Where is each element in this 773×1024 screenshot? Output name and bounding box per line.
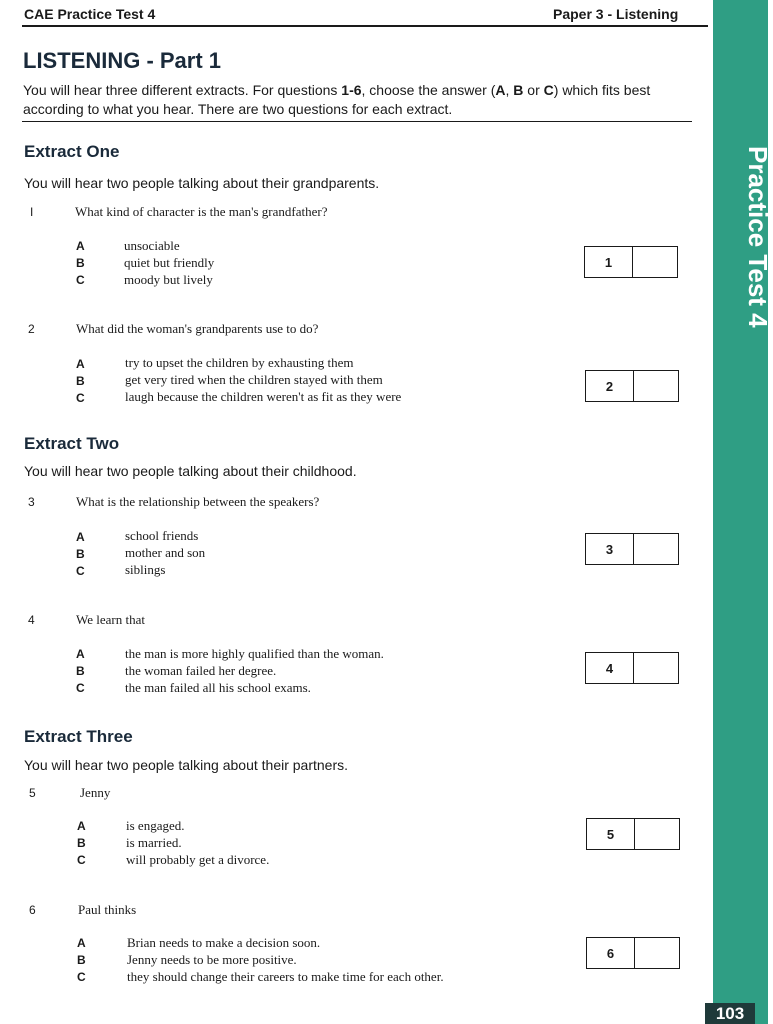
header-test-title: CAE Practice Test 4 <box>24 6 156 22</box>
question-text: We learn that <box>76 612 145 627</box>
answer-box-number: 6 <box>587 938 635 968</box>
question-text: Paul thinks <box>78 902 137 917</box>
option-letter: B <box>76 547 85 561</box>
instructions-text-2: , choose the answer ( <box>361 82 496 98</box>
answer-box-number: 1 <box>585 247 633 277</box>
question-text: Jenny <box>80 785 111 800</box>
question-number: 3 <box>28 495 35 509</box>
option-text: try to upset the children by exhausting them <box>125 355 354 370</box>
instructions-text-3: ) which fits best according to what you hear. There are two questions for each extract. <box>23 82 651 117</box>
question-number: I <box>30 205 34 219</box>
option-letter: B <box>76 256 85 270</box>
answer-box-input[interactable] <box>633 247 677 277</box>
answer-box-input[interactable] <box>634 653 678 683</box>
option-letter: A <box>76 239 85 253</box>
answer-box[interactable] <box>584 246 678 278</box>
answer-box[interactable] <box>585 533 679 565</box>
option-text: they should change their careers to make time for each other. <box>127 969 444 984</box>
option-letter: A <box>77 936 86 950</box>
question-number: 4 <box>28 613 35 627</box>
instructions-divider <box>22 121 692 122</box>
extract-heading: Extract Two <box>24 434 120 453</box>
extract-context: You will hear two people talking about their childhood. <box>24 463 357 479</box>
option-text: mother and son <box>125 545 206 560</box>
option-text: is married. <box>126 835 182 850</box>
option-letter: B <box>76 664 85 678</box>
answer-box-input[interactable] <box>635 938 679 968</box>
answer-box-input[interactable] <box>635 819 679 849</box>
extract-heading: Extract One <box>24 142 120 161</box>
answer-box[interactable] <box>585 370 679 402</box>
option-letter: B <box>76 374 85 388</box>
option-text: Brian needs to make a decision soon. <box>127 935 321 950</box>
answer-box-number: 2 <box>586 371 634 401</box>
instructions-letter-b: B <box>513 82 524 98</box>
option-letter: C <box>76 681 85 695</box>
question-text: What kind of character is the man's grandfather? <box>75 204 328 219</box>
option-text: the woman failed her degree. <box>125 663 277 678</box>
option-text: unsociable <box>124 238 180 253</box>
extract-heading: Extract Three <box>24 727 133 746</box>
option-text: school friends <box>125 528 199 543</box>
answer-box-number: 5 <box>587 819 635 849</box>
option-text: the man is more highly qualified than the woman. <box>125 646 384 661</box>
answer-box-number: 3 <box>586 534 634 564</box>
instructions-sep-1: , <box>505 82 514 98</box>
option-letter: C <box>76 273 85 287</box>
answer-box-number: 4 <box>586 653 634 683</box>
answer-box[interactable] <box>586 937 680 969</box>
instructions-letter-a: A <box>495 82 506 98</box>
question-number: 6 <box>29 903 36 917</box>
page-number: 103 <box>705 1003 755 1024</box>
question-number: 2 <box>28 322 35 336</box>
instructions-sep-2: or <box>523 82 544 98</box>
option-text: will probably get a divorce. <box>126 852 270 867</box>
header-paper-title: Paper 3 - Listening <box>553 6 679 22</box>
option-letter: A <box>76 647 85 661</box>
page-title: LISTENING - Part 1 <box>23 48 222 73</box>
option-text: is engaged. <box>126 818 185 833</box>
option-letter: A <box>76 357 85 371</box>
option-text: the man failed all his school exams. <box>125 680 311 695</box>
answer-box[interactable] <box>585 652 679 684</box>
header-divider <box>22 25 708 27</box>
answer-box-input[interactable] <box>634 371 678 401</box>
question-number: 5 <box>29 786 36 800</box>
extract-context: You will hear two people talking about their grandparents. <box>24 175 380 191</box>
instructions-letter-c: C <box>543 82 554 98</box>
question-text: What did the woman's grandparents use to do? <box>76 321 319 336</box>
option-text: quiet but friendly <box>124 255 215 270</box>
option-text: laugh because the children weren't as fit as they were <box>125 389 402 404</box>
instructions-text-1: You will hear three different extracts. For questions <box>23 82 342 98</box>
option-letter: C <box>76 564 85 578</box>
option-letter: C <box>77 970 86 984</box>
instructions-range: 1-6 <box>341 82 362 98</box>
option-letter: C <box>77 853 86 867</box>
side-tab-title: Practice Test 4 <box>743 146 773 328</box>
answer-box[interactable] <box>586 818 680 850</box>
answer-box-input[interactable] <box>634 534 678 564</box>
option-text: get very tired when the children stayed with them <box>125 372 383 387</box>
option-text: siblings <box>125 562 166 577</box>
option-letter: A <box>76 530 85 544</box>
extract-context: You will hear two people talking about their partners. <box>24 757 349 773</box>
option-letter: C <box>76 391 85 405</box>
option-letter: B <box>77 953 86 967</box>
option-text: Jenny needs to be more positive. <box>127 952 297 967</box>
option-text: moody but lively <box>124 272 213 287</box>
option-letter: A <box>77 819 86 833</box>
option-letter: B <box>77 836 86 850</box>
question-text: What is the relationship between the speakers? <box>76 494 320 509</box>
instructions <box>23 81 695 119</box>
